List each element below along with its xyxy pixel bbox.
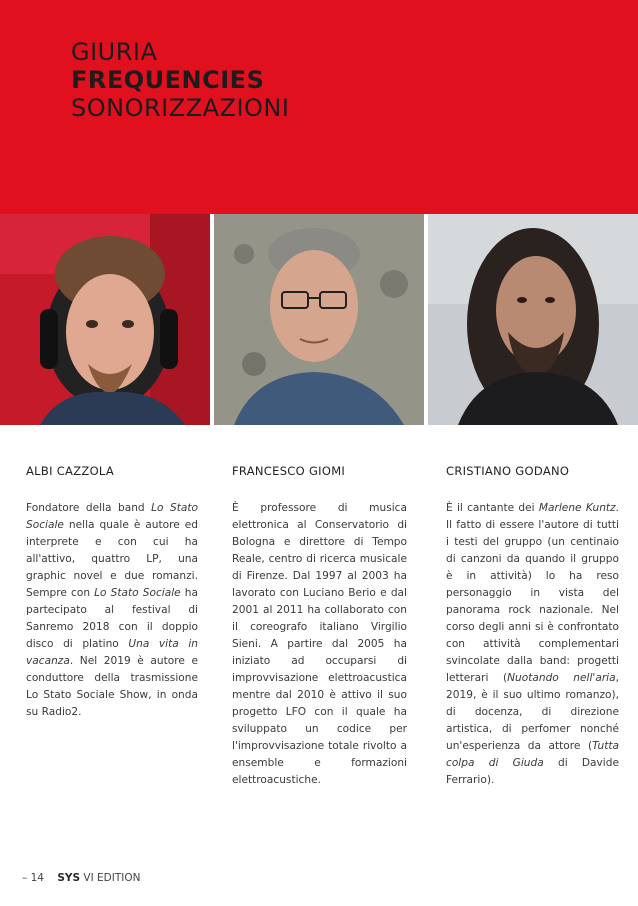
footer-edition: VI EDITION xyxy=(83,872,141,884)
person-name: CRISTIANO GODANO xyxy=(446,464,570,478)
header-banner xyxy=(0,0,638,214)
bio-column-cristiano-godano xyxy=(446,464,619,789)
bio-italic-title: Nuotando nell'aria xyxy=(507,672,616,684)
bio-text: . Il fatto di essere l'autore di tutti i testi del gruppo (un centinaio di canzoni da quando il gruppo è in attività) lo ha reso personaggio in vista del panorama rock nazionale. Nel corso degli anni si è confrontato con attività complementari svincolate dalla band: progetti letterari ( xyxy=(446,502,619,684)
bio-italic-title: Lo Stato Sociale xyxy=(94,587,181,599)
bio-text: Fondatore della band xyxy=(26,502,152,514)
person-name: FRANCESCO GIOMI xyxy=(232,464,346,478)
person-bio xyxy=(232,500,407,789)
footer-brand: SYS xyxy=(57,872,81,884)
heading-line-frequencies: FREQUENCIES xyxy=(71,66,265,94)
page-number: – 14 xyxy=(22,872,44,884)
heading-line-giuria: GIURIA xyxy=(71,38,158,66)
bio-italic-title: Tutta colpa di Giuda xyxy=(446,740,619,769)
person-name: ALBI CAZZOLA xyxy=(26,464,115,478)
page-footer xyxy=(22,872,140,884)
bio-italic-title: Una vita in vacanza xyxy=(26,638,198,667)
bio-text: , 2019, è il suo ultimo romanzo), di docenza, di direzione artistica, di perfomer nonché un'esperienza da attore ( xyxy=(446,672,619,752)
person-bio xyxy=(446,500,619,789)
bio-column-albi-cazzola xyxy=(26,464,198,721)
bio-text: È professore di musica elettronica al Conservatorio di Bologna e direttore di Tempo Reale, centro di ricerca musicale di Firenze. Dal 1997 al 2003 ha lavorato con Luciano Berio e dal 2001 al 2011 ha collaborato con il coreografo italiano Virgilio Sieni. A partire dal 2005 ha iniziato ad occuparsi di improvvisazione elettroacustica mentre dal 2010 è attivo il suo progetto LFO con il quale ha sviluppato un codice per l'improvvisazione totale rivolto a ensemble e formazioni elettroacustiche. xyxy=(232,502,407,786)
bio-italic-title: Marlene Kuntz xyxy=(538,502,616,514)
bio-text: di Davide Ferrario). xyxy=(446,757,619,786)
bio-column-francesco-giomi xyxy=(232,464,407,789)
bio-text: nella quale è autore ed interprete e con cui ha all'attivo, quattro LP, una graphic novel e due romanzi. Sempre con xyxy=(26,519,198,599)
person-bio xyxy=(26,500,198,721)
portrait-francesco-giomi xyxy=(214,214,424,425)
bio-text: ha partecipato al festival di Sanremo 2018 con il doppio disco di platino xyxy=(26,587,198,650)
bio-text: È il cantante dei xyxy=(446,502,539,514)
bio-italic-title: Lo Stato Sociale xyxy=(26,502,198,531)
page-heading xyxy=(71,38,289,122)
bio-text: . Nel 2019 è autore e conduttore della trasmissione Lo Stato Sociale Show, in onda su Radio2. xyxy=(26,655,198,718)
portrait-cristiano-godano xyxy=(428,214,638,425)
heading-line-sonorizzazioni: SONORIZZAZIONI xyxy=(71,94,290,122)
portrait-albi-cazzola xyxy=(0,214,210,425)
